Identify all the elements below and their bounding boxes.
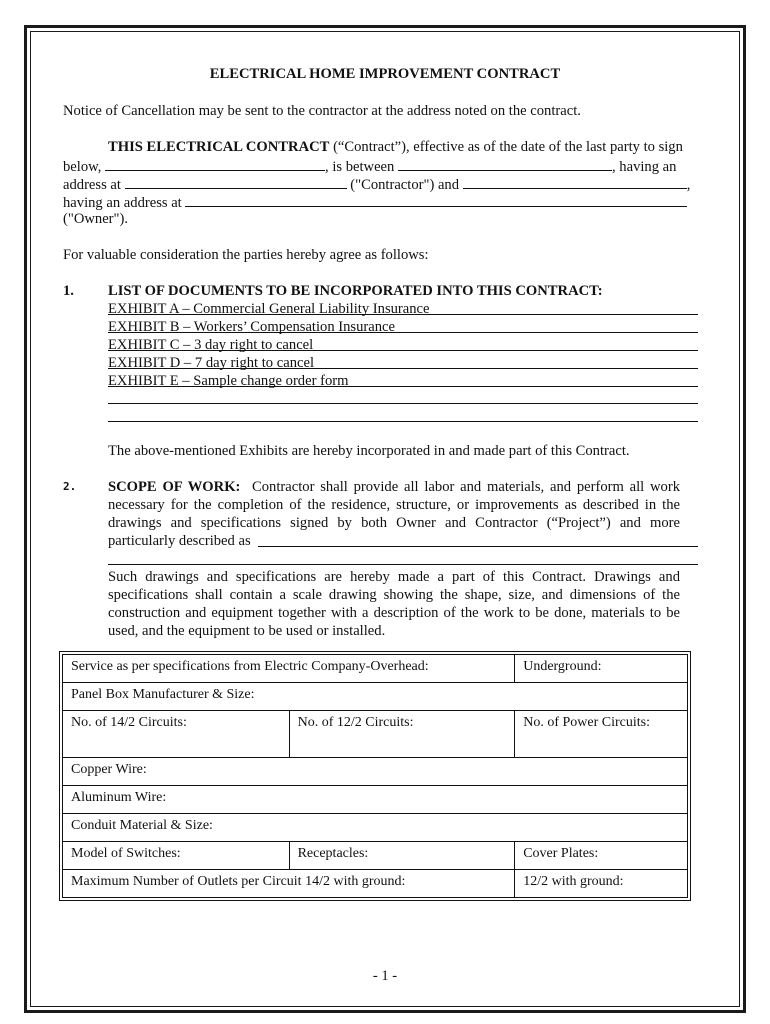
- intro-owner-label: ("Owner").: [63, 211, 128, 227]
- section-2-number: 2.: [63, 480, 77, 493]
- intro-between-text: , is between: [325, 159, 395, 175]
- intro-line-1-rest: (“Contract”), effective as of the date of the last party to sign: [333, 139, 683, 155]
- receptacles-cell[interactable]: Receptacles:: [289, 842, 515, 870]
- table-row: [63, 683, 688, 711]
- circuits-14-2-cell[interactable]: No. of 14/2 Circuits:: [63, 711, 290, 758]
- table-row: [63, 842, 688, 870]
- table-row: [63, 758, 688, 786]
- exhibit-b-underline: [108, 332, 698, 333]
- intro-having-text: , having an: [612, 159, 677, 175]
- table-row: [63, 786, 688, 814]
- table-row: [63, 814, 688, 842]
- exhibit-d-underline: [108, 368, 698, 369]
- specifications-table: [62, 654, 688, 898]
- owner-address-blank[interactable]: [185, 192, 687, 207]
- exhibit-blank-line-2[interactable]: [108, 421, 698, 422]
- intro-line-1: [108, 138, 683, 156]
- cover-plates-cell[interactable]: Cover Plates:: [515, 842, 688, 870]
- exhibit-d: EXHIBIT D – 7 day right to cancel: [108, 355, 315, 371]
- intro-comma: ,: [686, 177, 691, 193]
- intro-having-address-text: having an address at: [63, 195, 182, 211]
- document-title: ELECTRICAL HOME IMPROVEMENT CONTRACT: [209, 66, 561, 82]
- circuits-12-2-cell[interactable]: No. of 12/2 Circuits:: [289, 711, 515, 758]
- section-2-heading: SCOPE OF WORK:: [108, 479, 241, 495]
- power-circuits-cell[interactable]: No. of Power Circuits:: [515, 711, 688, 758]
- exhibit-b: EXHIBIT B – Workers’ Compensation Insurance: [108, 319, 395, 335]
- switches-cell[interactable]: Model of Switches:: [63, 842, 290, 870]
- scope-of-work-text: Contractor shall provide all labor and materials, and perform all work necessary for the completion of the residence, structure, or improvements as described in the drawings and specifications signed by both Owner and Contractor (“Project”) and more particularly described as: [108, 479, 681, 549]
- intro-line-3: [63, 174, 690, 194]
- cancellation-notice: Notice of Cancellation may be sent to the contractor at the address noted on the contract.: [63, 103, 581, 119]
- service-overhead-cell[interactable]: Service as per specifications from Electric Company-Overhead:: [63, 655, 515, 683]
- contractor-name-blank[interactable]: [398, 156, 612, 171]
- intro-contractor-and-text: ("Contractor") and: [350, 177, 460, 193]
- intro-line-2: [63, 156, 676, 176]
- conduit-cell[interactable]: Conduit Material & Size:: [63, 814, 688, 842]
- exhibit-blank-line-1[interactable]: [108, 403, 698, 404]
- max-outlets-cell[interactable]: Maximum Number of Outlets per Circuit 14/2 with ground:: [63, 870, 515, 898]
- table-row: [63, 711, 688, 758]
- exhibits-incorporated-text: The above-mentioned Exhibits are hereby incorporated in and made part of this Contract.: [108, 443, 630, 459]
- drawings-paragraph: Such drawings and specifications are hereby made a part of this Contract. Drawings and specifications shall contain a scale drawing showing the shape, size, and dimensions of the construction and equipment together with a description of the work to be done, materials to be used, and the equipment to be used or installed.: [108, 569, 680, 639]
- page-number: - 1 -: [372, 968, 398, 984]
- exhibit-a: EXHIBIT A – Commercial General Liability Insurance: [108, 301, 430, 317]
- intro-line-4: [63, 192, 687, 212]
- intro-below-text: below,: [63, 159, 102, 175]
- project-description-blank-2[interactable]: [108, 564, 698, 565]
- contractor-address-blank[interactable]: [125, 174, 347, 189]
- aluminum-wire-cell[interactable]: Aluminum Wire:: [63, 786, 688, 814]
- exhibit-a-underline: [108, 314, 698, 315]
- owner-name-blank[interactable]: [463, 174, 687, 189]
- effective-date-blank[interactable]: [105, 156, 325, 171]
- scope-of-work-paragraph: [108, 478, 680, 550]
- intro-bold-lead: THIS ELECTRICAL CONTRACT: [108, 139, 330, 155]
- table-row: [63, 655, 688, 683]
- project-description-blank-1[interactable]: [258, 546, 698, 547]
- copper-wire-cell[interactable]: Copper Wire:: [63, 758, 688, 786]
- panel-box-cell[interactable]: Panel Box Manufacturer & Size:: [63, 683, 688, 711]
- exhibit-c: EXHIBIT C – 3 day right to cancel: [108, 337, 314, 353]
- with-ground-12-2-cell[interactable]: 12/2 with ground:: [515, 870, 688, 898]
- underground-cell[interactable]: Underground:: [515, 655, 688, 683]
- intro-address-at-text: address at: [63, 177, 121, 193]
- table-row: [63, 870, 688, 898]
- exhibit-e-underline: [108, 386, 698, 387]
- exhibit-e: EXHIBIT E – Sample change order form: [108, 373, 349, 389]
- section-1-heading: LIST OF DOCUMENTS TO BE INCORPORATED INTO THIS CONTRACT:: [108, 283, 603, 299]
- consideration-text: For valuable consideration the parties hereby agree as follows:: [63, 247, 429, 263]
- section-1-number: 1.: [63, 283, 74, 299]
- exhibit-c-underline: [108, 350, 698, 351]
